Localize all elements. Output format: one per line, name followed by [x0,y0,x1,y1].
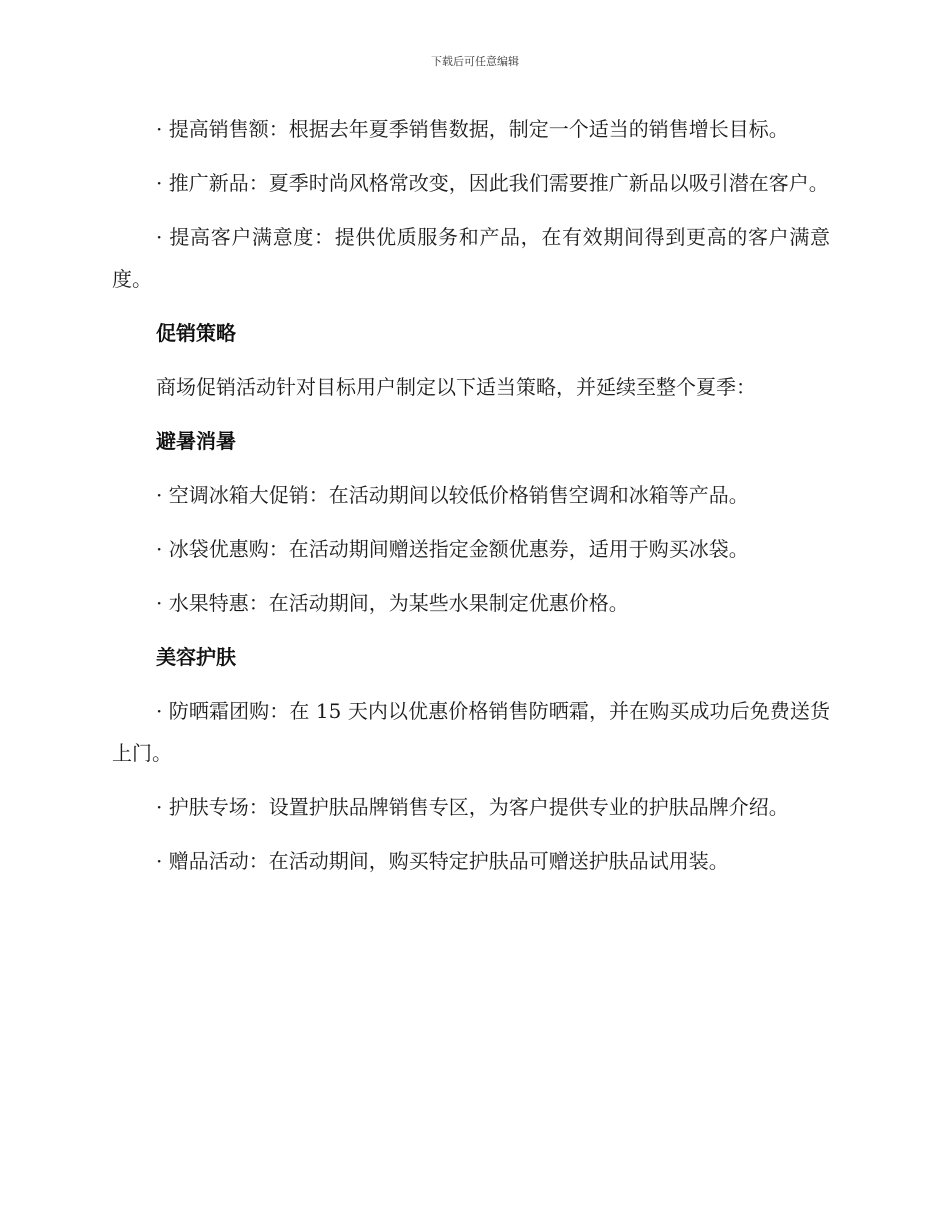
promo-sunscreen: · 防晒霜团购：在 15 天内以优惠价格销售防晒霜，并在购买成功后免费送货上门。 [112,699,830,765]
promo-skincare-zone: · 护肤专场：设置护肤品牌销售专区，为客户提供专业的护肤品牌介绍。 [156,795,789,819]
goal-customer-satisfaction: · 提高客户满意度：提供优质服务和产品，在有效期间得到更高的客户满意度。 [112,225,830,291]
promo-ac-fridge: · 空调冰箱大促销：在活动期间以较低价格销售空调和冰箱等产品。 [156,483,749,507]
promo-gift: · 赠品活动：在活动期间，购买特定护肤品可赠送护肤品试用装。 [156,849,729,873]
promo-fruit: · 水果特惠：在活动期间，为某些水果制定优惠价格。 [156,591,629,615]
goal-increase-sales: · 提高销售额：根据去年夏季销售数据，制定一个适当的销售增长目标。 [156,117,789,141]
document-body [112,108,830,894]
section-heading-summer-cooling: 避暑消暑 [156,429,236,453]
goal-promote-new-products: · 推广新品：夏季时尚风格常改变，因此我们需要推广新品以吸引潜在客户。 [156,171,829,195]
promotion-intro: 商场促销活动针对目标用户制定以下适当策略，并延续至整个夏季： [156,375,756,399]
promo-ice-pack: · 冰袋优惠购：在活动期间赠送指定金额优惠券，适用于购买冰袋。 [156,537,749,561]
section-heading-beauty-skincare: 美容护肤 [156,645,236,669]
section-heading-promotion-strategy: 促销策略 [156,321,236,345]
page-header: 下载后可任意编辑 [431,55,519,68]
